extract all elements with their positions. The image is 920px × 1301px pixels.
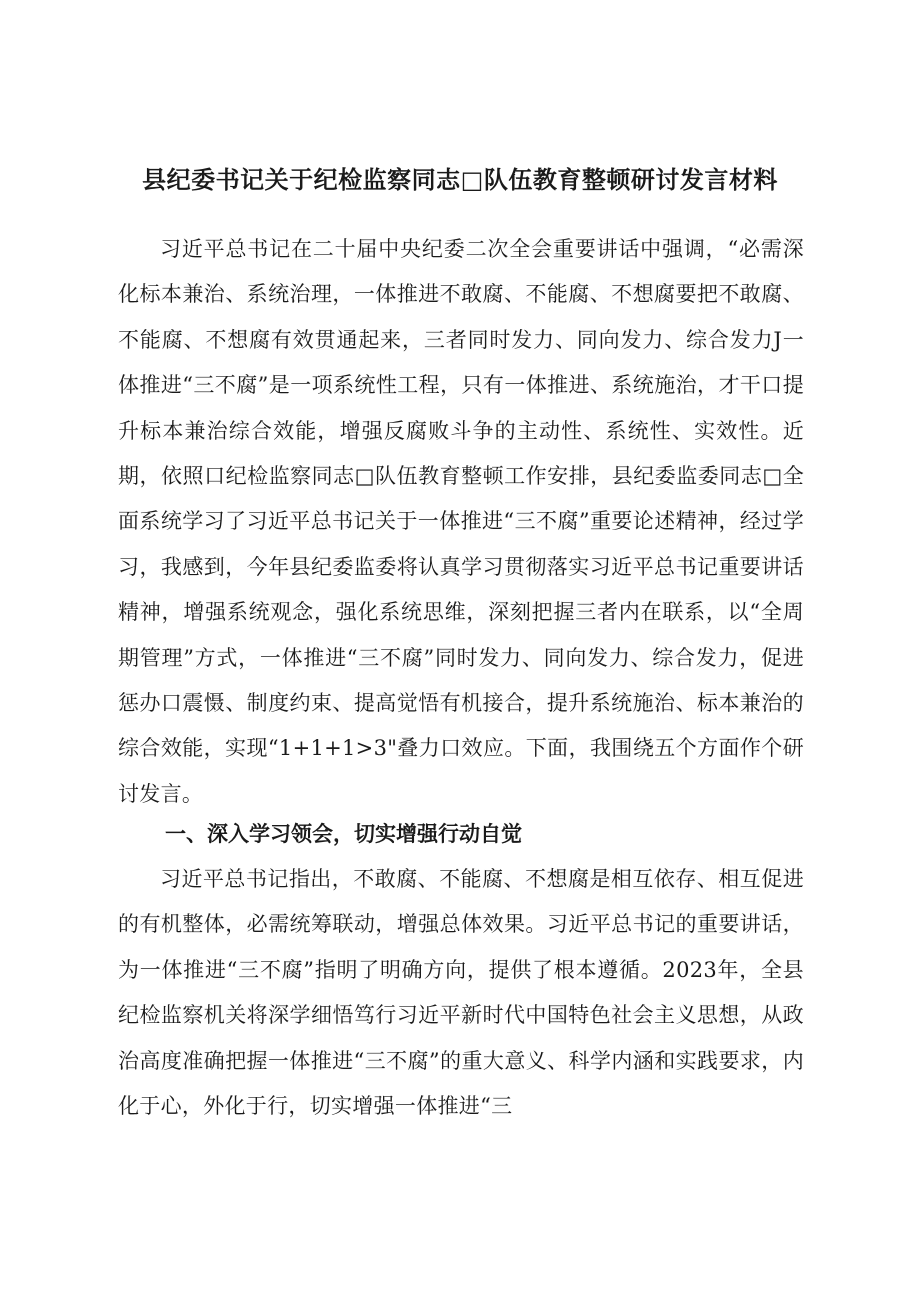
section-1-paragraph: 习近平总书记指出，不敢腐、不能腐、不想腐是相互依存、相互促进的有机整体，必需统筹联动，增强总体效果。习近平总书记的重要讲话，为一体推进“三不腐”指明了明确方向，提供了根本遵循。2023年，全县纪检监察机关将深学细悟笃行习近平新时代中国特色社会主义思想，从政治高度准确把握一体推进“三不腐”的重大意义、科学内涵和实践要求，内化于心，外化于行，切实增强一体推进“三 <box>118 867 804 1119</box>
document-title: 县纪委书记关于纪检监察同志□队伍教育整顿研讨发言材料 <box>142 166 778 194</box>
section-heading-1: 一、深入学习领会，切实增强行动自觉 <box>165 822 522 846</box>
intro-paragraph: 习近平总书记在二十届中央纪委二次全会重要讲话中强调，“必需深化标本兼治、系统治理，一体推进不敢腐、不能腐、不想腐要把不敢腐、不能腐、不想腐有效贯通起来，三者同时发力、同向发力、综合发力J一体推进“三不腐”是一项系统性工程，只有一体推进、系统施治，才干口提升标本兼治综合效能，增强反腐败斗争的主动性、系统性、实效性。近期，依照口纪检监察同志□队伍教育整顿工作安排，县纪委监委同志□全面系统学习了习近平总书记关于一体推进“三不腐”重要论述精神，经过学习，我感到，今年县纪委监委将认真学习贯彻落实习近平总书记重要讲话精神，增强系统观念，强化系统思维，深刻把握三者内在联系，以“全周期管理”方式，一体推进“三不腐”同时发力、同向发力、综合发力，促进惩办口震慑、制度约束、提高觉悟有机接合，提升系统施治、标本兼治的综合效能，实现“1+1+1>3"叠力口效应。下面，我围绕五个方面作个研讨发言。 <box>118 237 804 806</box>
